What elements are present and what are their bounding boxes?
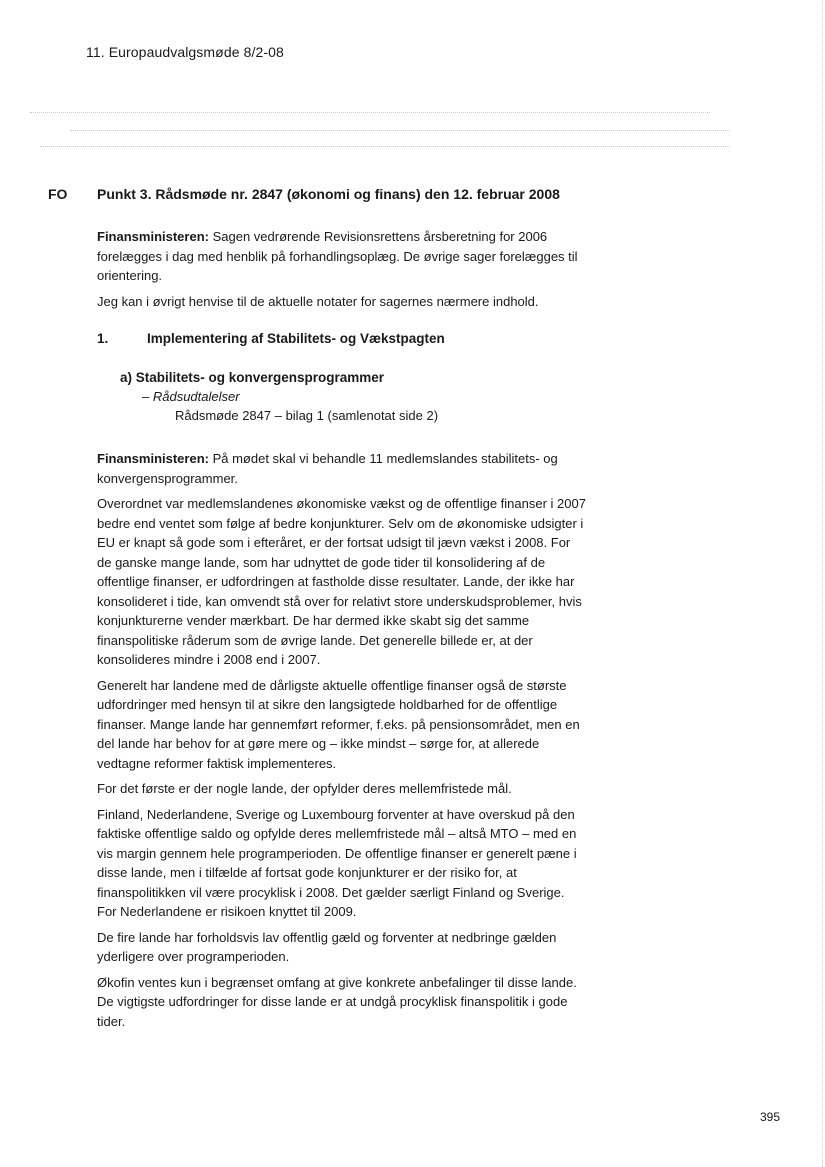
intro-text: Sagen vedrørende Revisionsrettens årsberetning for 2006 forelægges i dag med henblik på forhandlingsoplæg. De øvrige sager forelægges til orientering. [97, 229, 578, 283]
section-title: Punkt 3. Rådsmøde nr. 2847 (økonomi og finans) den 12. februar 2008 [97, 186, 560, 202]
body-paragraph-1 [97, 449, 587, 488]
body-paragraph-6: De fire lande har forholdsvis lav offentlig gæld og forventer at nedbringe gælden yderligere over programperioden. [97, 929, 557, 964]
item-1-number: 1. [97, 331, 109, 346]
intro-paragraph [97, 227, 587, 286]
body-paragraph-3: Generelt har landene med de dårligste aktuelle offentlige finanser også de største udfordringer med hensyn til at sikre den langsigtede holdbarhed for de offentlige finanser. Mange lande har gennemført reformer, f.eks. på pensionsområdet, men en del lande har behov for at gøre mere og – ikke mindst – sørge for, at allerede vedtagne reformer faktisk implementeres. [97, 677, 580, 771]
speaker-label: Finansministeren: [97, 229, 209, 244]
body-paragraph-5: Finland, Nederlandene, Sverige og Luxembourg forventer at have overskud på den faktiske offentlige saldo og opfylde deres mellemfristede mål – altså MTO – med en vis margin gennem hele programperioden. De offentlige finanser er generelt pæne i disse lande, men i tilfælde af fortsat gode konjunkturer er der risiko for, at finanspolitikken vil være procyklisk i 2008. Det gælder særligt Finland og Sverige. For Nederlandene er risikoen knyttet til 2009. [97, 806, 577, 919]
intro-block [97, 227, 587, 317]
item-1-heading [97, 331, 445, 346]
item-1-title: Implementering af Stabilitets- og Vækstpagten [147, 331, 445, 346]
item-1a-heading: a) Stabilitets- og konvergensprogrammer [120, 370, 385, 385]
scan-artifact [30, 112, 730, 152]
body-paragraph-4: For det første er der nogle lande, der opfylder deres mellemfristede mål. [97, 781, 512, 796]
body-paragraph-7: Økofin ventes kun i begrænset omfang at give konkrete anbefalinger til disse lande. De vigtigste udfordringer for disse lande er at undgå procyklisk finanspolitik i gode tider. [97, 974, 577, 1029]
item-1a-reference: Rådsmøde 2847 – bilag 1 (samlenotat side 2) [175, 408, 439, 423]
body-text: På mødet skal vi behandle 11 medlemslandes stabilitets- og konvergensprogrammer. [97, 451, 558, 486]
speaker-label: Finansministeren: [97, 451, 209, 466]
intro-paragraph-2: Jeg kan i øvrigt henvise til de aktuelle notater for sagernes nærmere indhold. [97, 293, 539, 309]
page-header: 11. Europaudvalgsmøde 8/2-08 [86, 44, 284, 60]
body-block [97, 449, 587, 1037]
body-paragraph-2: Overordnet var medlemslandenes økonomiske vækst og de offentlige finanser i 2007 bedre end ventet som følge af bedre konjunkturer. Selv om de økonomiske udsigter i EU er knapt så gode som i efteråret, er der fortsat udsigt til jævn vækst i 2008. For de ganske mange lande, som har udnyttet de gode tider til konsolidering af de offentlige finanser, er udfordringen at fastholde disse resultater. Lande, der ikke har konsolideret i tide, kan omvendt stå over for relativt store underskudsproblemer, hvis konjunkturerne vender mærkbart. De har dermed ikke skabt sig det samme finanspolitiske råderum som de øvrige lande. Det generelle billede er, at der konsolideres mindre i 2008 end i 2007. [97, 496, 586, 667]
page-number: 395 [760, 1110, 781, 1124]
scan-edge [821, 0, 823, 1167]
item-1a-note: – Rådsudtalelser [142, 389, 240, 404]
margin-tag: FO [48, 186, 68, 202]
